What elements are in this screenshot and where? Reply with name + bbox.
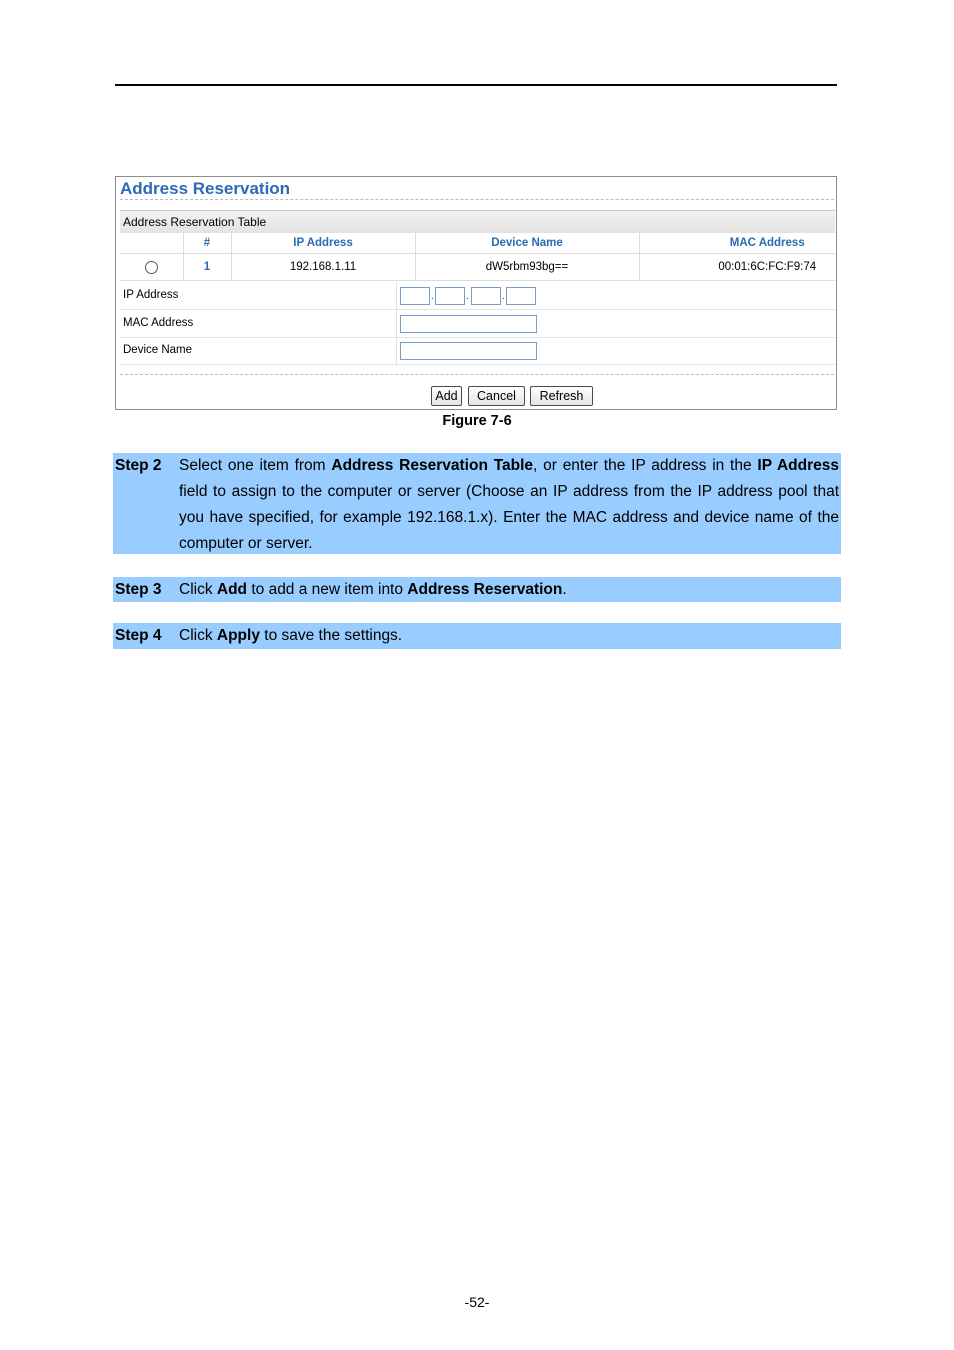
column-header-device: Device Name — [415, 233, 639, 254]
add-button[interactable]: Add — [431, 386, 462, 406]
step-text-segment: , or enter the IP address in the — [533, 457, 758, 474]
step-text-segment: to add a new item into — [247, 581, 408, 598]
select-column-header — [120, 233, 183, 254]
step-text-segment: field to assign to the computer or server (Choose an IP address from the IP address pool that you have specified, for example 192.168.1.x). Enter the MAC address and device name of the computer or server. — [179, 483, 839, 552]
page-number: -52- — [464, 1294, 490, 1310]
row-device-name: dW5rbm93bg== — [415, 254, 639, 281]
address-reservation-panel — [115, 176, 837, 410]
mac-address-label: MAC Address — [123, 317, 194, 329]
row-separator — [396, 310, 397, 337]
table-title-bar — [120, 210, 835, 233]
column-header-ip: IP Address — [231, 233, 415, 254]
step-text-segment: to save the settings. — [259, 627, 403, 644]
column-header-mac: MAC Address — [639, 233, 835, 254]
ip-dot: . — [431, 291, 434, 302]
step-2-block — [113, 453, 841, 554]
cancel-button[interactable]: Cancel — [468, 386, 525, 406]
step-text-segment: Select one item from — [179, 457, 332, 474]
ip-octet-3-input[interactable] — [471, 287, 501, 305]
table-header-row — [120, 233, 835, 254]
table-title: Address Reservation Table — [123, 215, 267, 229]
step-text-bold: Apply — [216, 627, 260, 644]
row-separator — [396, 282, 397, 309]
ip-octet-4-input[interactable] — [506, 287, 536, 305]
refresh-button[interactable]: Refresh — [530, 386, 593, 406]
step-text-segment: . — [562, 581, 567, 598]
step-3-block — [113, 577, 841, 602]
step-text-segment: Click — [179, 627, 217, 644]
step-text-bold: IP Address — [757, 457, 840, 474]
mac-address-input[interactable] — [400, 315, 537, 333]
step-text — [179, 623, 839, 649]
ip-dot: . — [502, 291, 505, 302]
step-text — [179, 577, 839, 603]
mac-address-row — [120, 310, 835, 338]
row-separator — [396, 337, 397, 364]
ip-address-row — [120, 282, 835, 310]
button-divider — [120, 374, 834, 375]
ip-octet-1-input[interactable] — [400, 287, 430, 305]
panel-title: Address Reservation — [120, 179, 291, 198]
step-text-bold: Add — [216, 581, 248, 598]
step-text-segment: Click — [179, 581, 217, 598]
row-ip: 192.168.1.11 — [231, 254, 415, 281]
row-mac: 00:01:6C:FC:F9:74 — [639, 254, 835, 281]
ip-octet-2-input[interactable] — [435, 287, 465, 305]
column-header-index: # — [183, 233, 231, 254]
ip-dot: . — [466, 291, 469, 302]
step-label: Step 3 — [115, 581, 162, 598]
title-divider — [120, 199, 834, 200]
row-index: 1 — [183, 254, 231, 281]
device-name-row — [120, 337, 835, 365]
row-radio-button[interactable] — [145, 261, 158, 274]
step-text-bold: Address Reservation Table — [331, 457, 534, 474]
device-name-input[interactable] — [400, 342, 537, 360]
device-name-label: Device Name — [123, 344, 193, 356]
table-row[interactable] — [120, 254, 835, 281]
figure-caption: Figure 7-6 — [442, 413, 512, 429]
step-label: Step 4 — [115, 627, 162, 644]
step-text — [179, 453, 839, 557]
step-text-bold: Address Reservation — [407, 581, 563, 598]
step-label: Step 2 — [115, 457, 162, 474]
row-select-cell[interactable] — [120, 254, 183, 281]
ip-address-label: IP Address — [123, 289, 179, 301]
header-rule — [115, 84, 837, 86]
step-4-block — [113, 623, 841, 649]
reservation-table — [120, 233, 835, 281]
